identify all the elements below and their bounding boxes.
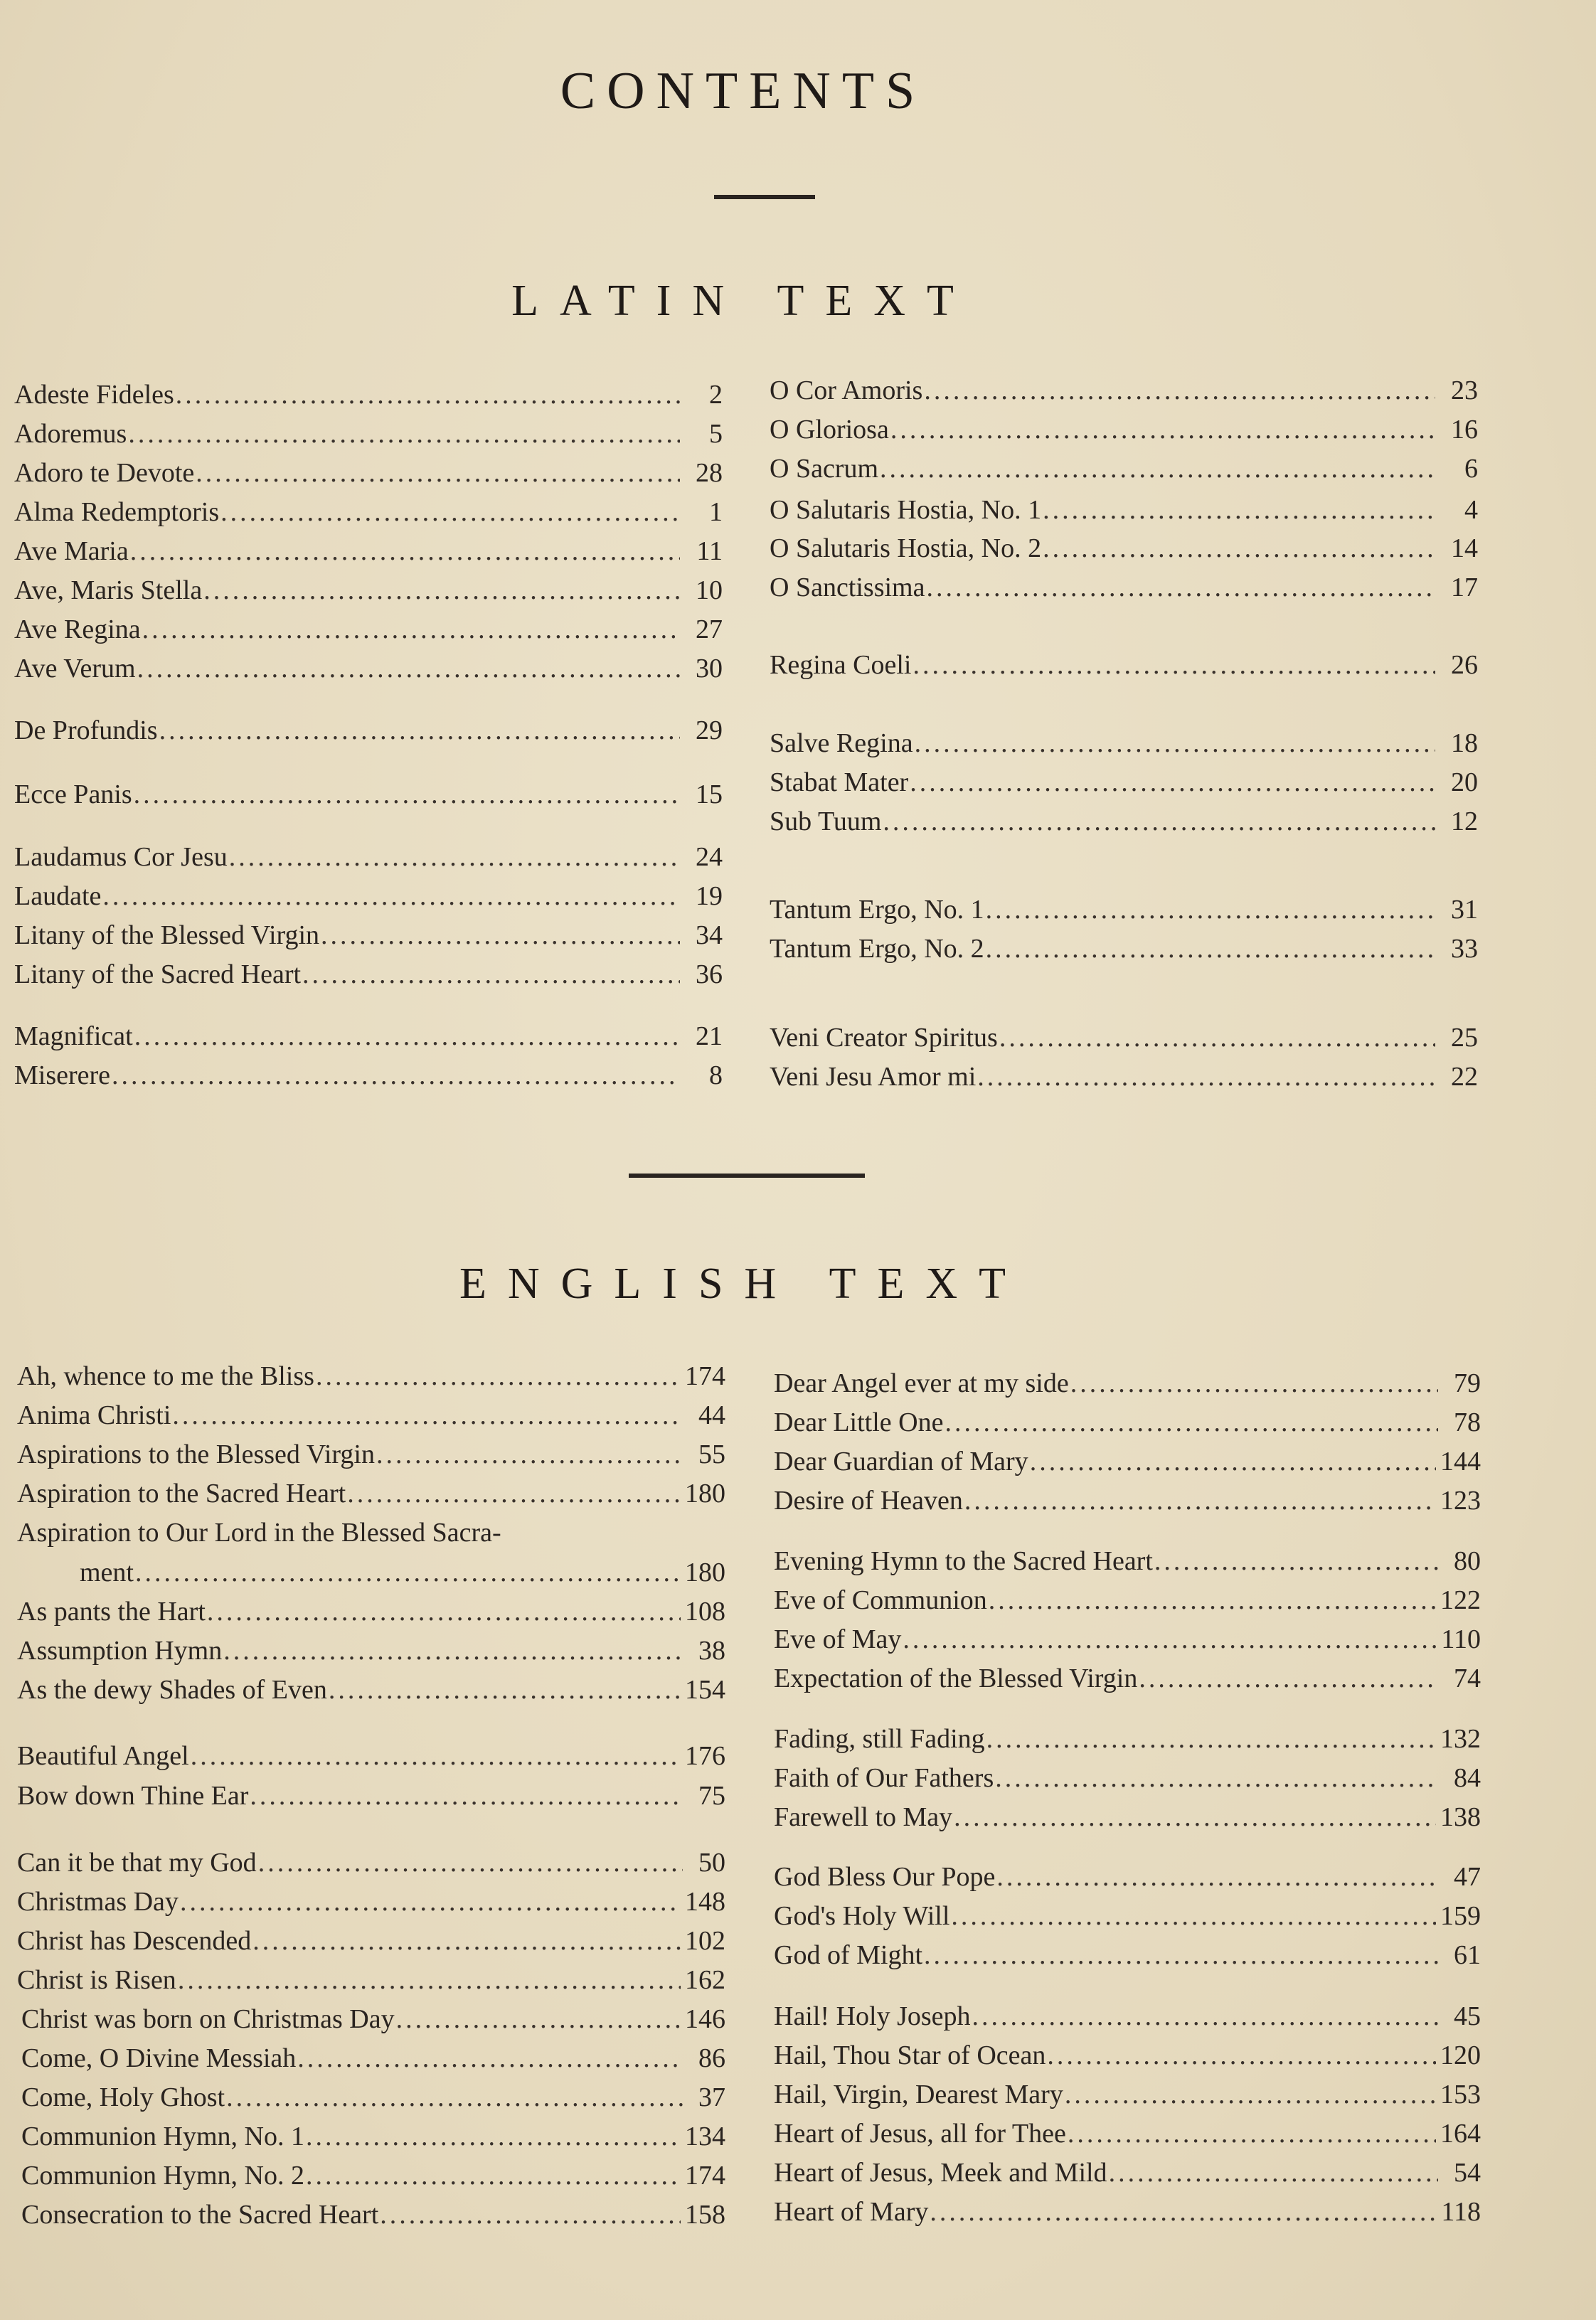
entry-page: 28 [696, 458, 723, 488]
toc-entry [774, 1584, 1481, 1617]
leader-dots [396, 2003, 681, 2036]
toc-entry [14, 417, 723, 450]
entry-page: 134 [685, 2122, 725, 2151]
entry-page: 55 [698, 1440, 725, 1469]
toc-entry [17, 1964, 725, 1996]
leader-dots [910, 766, 1435, 799]
entry-title: Faith of Our Fathers [774, 1763, 994, 1793]
toc-entry [774, 1445, 1481, 1478]
entry-page: 44 [698, 1400, 725, 1430]
entry-title: Christ is Risen [17, 1965, 176, 1995]
toc-entry [14, 378, 723, 411]
entry-title: O Salutaris Hostia, No. 1 [770, 495, 1042, 525]
toc-entry [770, 893, 1478, 926]
entry-page: 23 [1451, 376, 1478, 405]
toc-entry [774, 2039, 1481, 2072]
leader-dots [134, 778, 680, 811]
leader-dots [159, 714, 680, 747]
toc-entry [17, 1885, 725, 1918]
entry-title: Stabat Mater [770, 767, 909, 797]
entry-title: Ave, Maris Stella [14, 575, 203, 605]
entry-title: Communion Hymn, No. 1 [21, 2122, 304, 2151]
entry-title: O Sanctissima [770, 573, 925, 602]
toc-entry [774, 1545, 1481, 1577]
toc-entry [770, 413, 1478, 446]
entry-title: O Sacrum [770, 454, 879, 484]
leader-dots [986, 893, 1435, 926]
toc-entry [770, 932, 1478, 965]
toc-entry [17, 1925, 725, 1957]
toc-entry [17, 1674, 725, 1706]
leader-dots [306, 2120, 681, 2153]
toc-entry [17, 1477, 725, 1510]
toc-entry [14, 652, 723, 685]
entry-page: 174 [685, 1361, 725, 1391]
toc-entry [774, 1861, 1481, 1893]
entry-title: Veni Jesu Amor mi [770, 1062, 977, 1092]
leader-dots [316, 1360, 681, 1393]
leader-dots [986, 1723, 1436, 1755]
entry-page: 2 [709, 380, 723, 410]
leader-dots [945, 1406, 1438, 1439]
entry-page: 24 [696, 842, 723, 872]
entry-page: 50 [698, 1848, 725, 1878]
entry-title: Ecce Panis [14, 779, 132, 809]
entry-title: Ave Maria [14, 536, 129, 566]
toc-entry [14, 919, 723, 952]
leader-dots [890, 413, 1435, 446]
leader-dots [302, 958, 680, 991]
toc-entry [770, 649, 1478, 681]
entry-title: Laudamus Cor Jesu [14, 842, 228, 872]
toc-entry [17, 1360, 725, 1393]
leader-dots [930, 2196, 1437, 2228]
toc-entry [14, 457, 723, 489]
leader-dots [223, 1634, 683, 1667]
entry-title: Tantum Ergo, No. 2 [770, 934, 984, 964]
entry-page: 11 [696, 536, 723, 566]
entry-page: 12 [1451, 807, 1478, 836]
entry-title: God's Holy Will [774, 1901, 950, 1931]
entry-title: Ave Verum [14, 654, 136, 683]
entry-page: 54 [1454, 2158, 1481, 2188]
toc-entry [21, 2042, 725, 2075]
entry-page: 108 [685, 1597, 725, 1627]
entry-title: O Gloriosa [770, 415, 889, 445]
entry-title: Consecration to the Sacred Heart [21, 2200, 379, 2230]
leader-dots [995, 1762, 1438, 1794]
toc-entry [770, 727, 1478, 760]
entry-title: Assumption Hymn [17, 1636, 223, 1666]
toc-entry [774, 1939, 1481, 1972]
leader-dots [1154, 1545, 1438, 1577]
entry-title: O Salutaris Hostia, No. 2 [770, 533, 1042, 563]
toc-entry [770, 766, 1478, 799]
entry-page: 21 [696, 1021, 723, 1051]
entry-page: 120 [1440, 2040, 1481, 2070]
leader-dots [915, 727, 1435, 760]
entry-title: Tantum Ergo, No. 1 [770, 895, 984, 925]
entry-page: 37 [698, 2082, 725, 2112]
entry-page: 61 [1454, 1940, 1481, 1970]
entry-title: Adoro te Devote [14, 458, 195, 488]
entry-title: Aspirations to the Blessed Virgin [17, 1440, 375, 1469]
entry-title: Adoremus [14, 419, 127, 449]
leader-dots [142, 613, 680, 646]
entry-title: Eve of Communion [774, 1585, 987, 1615]
entry-title: Christ was born on Christmas Day [21, 2004, 395, 2034]
leader-dots [252, 1925, 681, 1957]
entry-page: 5 [709, 419, 723, 449]
entry-title: Come, Holy Ghost [21, 2082, 225, 2112]
entry-title: De Profundis [14, 715, 158, 745]
toc-entry [770, 452, 1478, 485]
entry-title: Aspiration to the Sacred Heart [17, 1479, 346, 1508]
toc-entry [17, 1438, 725, 1471]
toc-entry [774, 2117, 1481, 2150]
toc-entry [774, 1406, 1481, 1439]
entry-title: Dear Little One [774, 1408, 944, 1437]
entry-title: Litany of the Sacred Heart [14, 959, 302, 989]
entry-page: 158 [685, 2200, 725, 2230]
toc-entry [21, 2198, 725, 2231]
toc-entry [17, 1779, 725, 1812]
entry-page: 1 [709, 497, 723, 527]
entry-page: 6 [1464, 454, 1478, 484]
toc-entry [774, 1623, 1481, 1656]
toc-entry [80, 1556, 725, 1589]
entry-page: 36 [696, 959, 723, 989]
toc-entry [17, 1846, 725, 1879]
entry-page: 25 [1451, 1023, 1478, 1053]
leader-dots [926, 571, 1435, 604]
leader-dots [191, 1740, 681, 1772]
entry-page: 17 [1451, 573, 1478, 602]
toc-entry [21, 2159, 725, 2192]
leader-dots [226, 2081, 683, 2114]
entry-title: Adeste Fideles [14, 380, 174, 410]
entry-page: 102 [685, 1926, 725, 1956]
entry-title: Communion Hymn, No. 2 [21, 2161, 304, 2191]
entry-title: Anima Christi [17, 1400, 171, 1430]
leader-dots [250, 1779, 683, 1812]
entry-title: Bow down Thine Ear [17, 1781, 249, 1811]
leader-dots [903, 1623, 1437, 1656]
toc-entry [14, 535, 723, 568]
entry-page: 146 [685, 2004, 725, 2034]
leader-dots [951, 1900, 1436, 1932]
toc-entry [770, 571, 1478, 604]
entry-title: Litany of the Blessed Virgin [14, 920, 320, 950]
leader-dots [203, 574, 680, 607]
entry-title: Heart of Jesus, all for Thee [774, 2119, 1066, 2149]
toc-entry [774, 1484, 1481, 1517]
entry-page: 78 [1454, 1408, 1481, 1437]
toc-entry [14, 778, 723, 811]
entry-page: 79 [1454, 1368, 1481, 1398]
toc-entry [14, 1059, 723, 1092]
leader-dots [329, 1674, 681, 1706]
leader-dots [1139, 1662, 1438, 1695]
entry-title: Alma Redemptoris [14, 497, 220, 527]
leader-dots [883, 805, 1435, 838]
entry-page: 138 [1440, 1802, 1481, 1832]
leader-dots [347, 1477, 681, 1510]
entry-page: 180 [685, 1558, 725, 1587]
leader-dots [128, 417, 680, 450]
entry-title: Desire of Heaven [774, 1486, 963, 1516]
entry-page: 19 [696, 881, 723, 911]
toc-entry [770, 374, 1478, 407]
toc-entry [21, 2120, 725, 2153]
leader-dots [207, 1595, 681, 1628]
entry-page: 29 [696, 715, 723, 745]
entry-title: Salve Regina [770, 728, 913, 758]
entry-page: 34 [696, 920, 723, 950]
toc-entry [21, 2081, 725, 2114]
entry-page: 122 [1440, 1585, 1481, 1615]
entry-title: Veni Creator Spiritus [770, 1023, 998, 1053]
entry-page: 10 [696, 575, 723, 605]
entry-title: Laudate [14, 881, 102, 911]
leader-dots [989, 1584, 1436, 1617]
entry-page: 148 [685, 1887, 725, 1917]
toc-entry [14, 841, 723, 873]
entry-page: 123 [1440, 1486, 1481, 1516]
toc-entry [17, 1634, 725, 1667]
entry-title: Hail! Holy Joseph [774, 2001, 971, 2031]
leader-dots [376, 1438, 683, 1471]
leader-dots [1070, 1367, 1438, 1400]
leader-dots [996, 1861, 1438, 1893]
entry-title: Dear Guardian of Mary [774, 1447, 1028, 1476]
entry-page: 75 [698, 1781, 725, 1811]
leader-dots [924, 1939, 1438, 1972]
entry-page: 22 [1451, 1062, 1478, 1092]
toc-entry [770, 494, 1478, 526]
leader-dots [220, 496, 680, 528]
section-rule [629, 1174, 865, 1178]
entry-page: 80 [1454, 1546, 1481, 1576]
entry-title: Hail, Thou Star of Ocean [774, 2040, 1046, 2070]
entry-page: 180 [685, 1479, 725, 1508]
entry-page: 27 [696, 614, 723, 644]
leader-dots [999, 1021, 1435, 1054]
entry-title: Christ has Descended [17, 1926, 252, 1956]
leader-dots [977, 1060, 1435, 1093]
toc-entry [770, 532, 1478, 565]
entry-title: As pants the Hart [17, 1597, 206, 1627]
entry-title-wrapped: Aspiration to Our Lord in the Blessed Sacra- [17, 1518, 501, 1548]
leader-dots [1043, 532, 1435, 565]
entry-title: Dear Angel ever at my side [774, 1368, 1069, 1398]
leader-dots [1109, 2156, 1438, 2189]
entry-title: Christmas Day [17, 1887, 179, 1917]
entry-title: Miserere [14, 1060, 111, 1090]
entry-page: 86 [698, 2043, 725, 2073]
entry-title: God Bless Our Pope [774, 1862, 996, 1892]
toc-entry [14, 880, 723, 912]
entry-page: 31 [1451, 895, 1478, 925]
entry-page: 162 [685, 1965, 725, 1995]
entry-title: God of Might [774, 1940, 922, 1970]
entry-title: As the dewy Shades of Even [17, 1675, 327, 1705]
toc-entry [774, 2000, 1481, 2033]
entry-title: O Cor Amoris [770, 376, 923, 405]
title-rule [714, 195, 815, 199]
entry-page: 38 [698, 1636, 725, 1666]
entry-title: Magnificat [14, 1021, 133, 1051]
leader-dots [178, 1964, 681, 1996]
entry-title: Fading, still Fading [774, 1724, 985, 1754]
entry-page: 84 [1454, 1763, 1481, 1793]
leader-dots [1043, 494, 1435, 526]
toc-entry [14, 714, 723, 747]
entry-page: 4 [1464, 495, 1478, 525]
toc-entry [774, 1801, 1481, 1834]
toc-entry [770, 1021, 1478, 1054]
entry-title: Heart of Mary [774, 2197, 929, 2227]
entry-title: Eve of May [774, 1624, 902, 1654]
leader-dots [258, 1846, 683, 1879]
toc-entry [774, 1723, 1481, 1755]
entry-title: Beautiful Angel [17, 1741, 189, 1771]
entry-title: Heart of Jesus, Meek and Mild [774, 2158, 1107, 2188]
entry-title: Farewell to May [774, 1802, 953, 1832]
leader-dots [1030, 1445, 1436, 1478]
leader-dots [180, 1885, 681, 1918]
toc-entry [14, 1020, 723, 1053]
entry-page: 176 [685, 1741, 725, 1771]
leader-dots [112, 1059, 680, 1092]
entry-title-cont: ment [80, 1558, 134, 1587]
leader-dots [135, 1556, 681, 1589]
leader-dots [172, 1399, 683, 1432]
entry-page: 18 [1451, 728, 1478, 758]
entry-title: Ave Regina [14, 614, 141, 644]
toc-entry [774, 2078, 1481, 2111]
entry-title: Ah, whence to me the Bliss [17, 1361, 314, 1391]
leader-dots [1068, 2117, 1436, 2150]
leader-dots [913, 649, 1435, 681]
entry-page: 47 [1454, 1862, 1481, 1892]
entry-page: 110 [1441, 1624, 1481, 1654]
toc-entry [774, 2156, 1481, 2189]
toc-entry [770, 805, 1478, 838]
entry-title: Evening Hymn to the Sacred Heart [774, 1546, 1153, 1576]
entry-page: 144 [1440, 1447, 1481, 1476]
leader-dots [1047, 2039, 1436, 2072]
english-heading: ENGLISH TEXT [459, 1260, 1027, 1308]
latin-heading: LATIN TEXT [511, 277, 975, 325]
entry-page: 132 [1440, 1724, 1481, 1754]
toc-entry [774, 1762, 1481, 1794]
leader-dots [880, 452, 1435, 485]
entry-page: 33 [1451, 934, 1478, 964]
leader-dots [380, 2198, 681, 2231]
entry-page: 15 [696, 779, 723, 809]
toc-entry [774, 2196, 1481, 2228]
page-title: CONTENTS [560, 62, 927, 120]
entry-page: 153 [1440, 2080, 1481, 2109]
toc-entry [774, 1662, 1481, 1695]
toc-entry [17, 1740, 725, 1772]
toc-entry [17, 1595, 725, 1628]
leader-dots [176, 378, 680, 411]
leader-dots [137, 652, 680, 685]
toc-entry [21, 2003, 725, 2036]
entry-page: 26 [1451, 650, 1478, 680]
entry-page: 118 [1441, 2197, 1481, 2227]
toc-entry [17, 1399, 725, 1432]
leader-dots [964, 1484, 1436, 1517]
entry-page: 16 [1451, 415, 1478, 445]
entry-page: 74 [1454, 1664, 1481, 1693]
leader-dots [321, 919, 680, 952]
entry-title: Can it be that my God [17, 1848, 257, 1878]
leader-dots [229, 841, 680, 873]
toc-entry [774, 1367, 1481, 1400]
entry-title: Expectation of the Blessed Virgin [774, 1664, 1138, 1693]
entry-page: 164 [1440, 2119, 1481, 2149]
leader-dots [924, 374, 1435, 407]
entry-title: Sub Tuum [770, 807, 882, 836]
entry-page: 20 [1451, 767, 1478, 797]
leader-dots [306, 2159, 681, 2192]
leader-dots [297, 2042, 683, 2075]
toc-entry [14, 958, 723, 991]
entry-page: 159 [1440, 1901, 1481, 1931]
entry-page: 45 [1454, 2001, 1481, 2031]
entry-title: Regina Coeli [770, 650, 912, 680]
entry-page: 8 [709, 1060, 723, 1090]
toc-entry [14, 496, 723, 528]
toc-entry [14, 574, 723, 607]
entry-page: 154 [685, 1675, 725, 1705]
toc-entry [14, 613, 723, 646]
leader-dots [1065, 2078, 1436, 2111]
leader-dots [954, 1801, 1436, 1834]
leader-dots [102, 880, 680, 912]
leader-dots [986, 932, 1435, 965]
toc-entry [774, 1900, 1481, 1932]
leader-dots [972, 2000, 1438, 2033]
entry-title: Hail, Virgin, Dearest Mary [774, 2080, 1063, 2109]
leader-dots [196, 457, 680, 489]
leader-dots [134, 1020, 680, 1053]
toc-entry [770, 1060, 1478, 1093]
entry-page: 14 [1451, 533, 1478, 563]
entry-page: 174 [685, 2161, 725, 2191]
entry-title: Come, O Divine Messiah [21, 2043, 297, 2073]
leader-dots [130, 535, 680, 568]
entry-page: 30 [696, 654, 723, 683]
